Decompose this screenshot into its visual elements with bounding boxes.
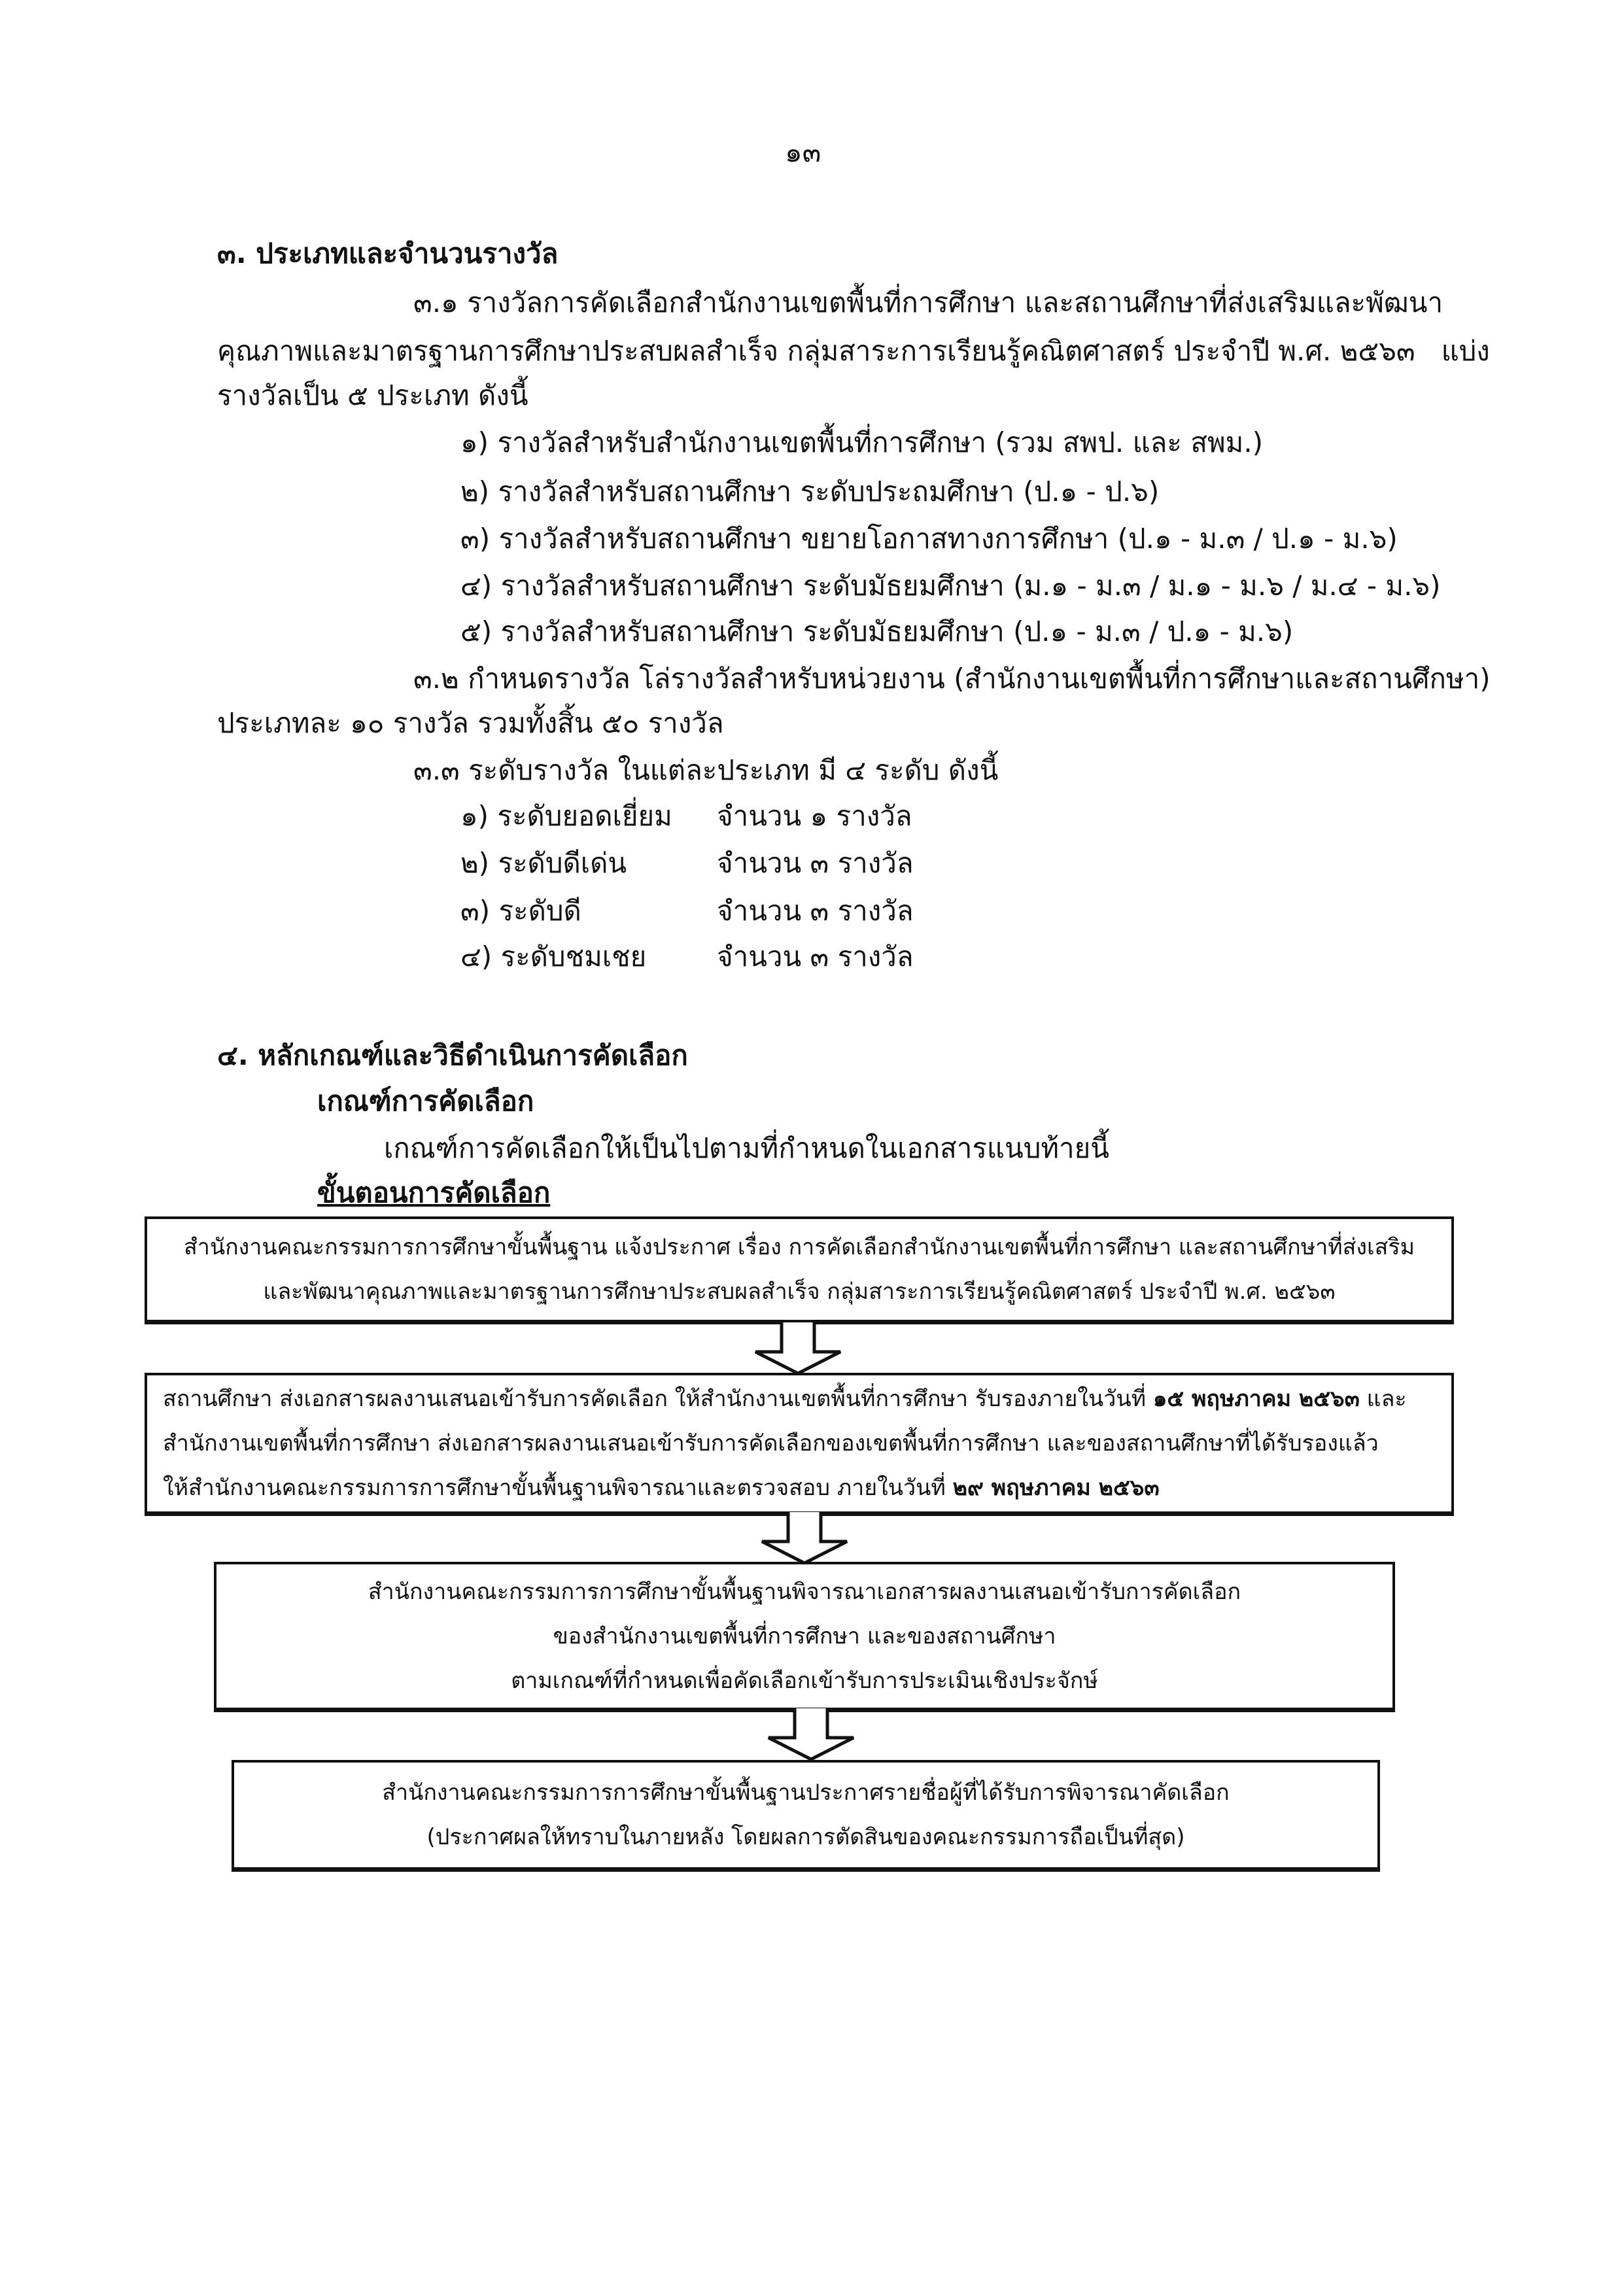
award-level: ๓) ระดับดี (460, 895, 581, 927)
award-level-row (460, 845, 914, 882)
award-level: ๑) ระดับยอดเยี่ยม (460, 800, 672, 832)
down-arrow-icon (752, 1322, 844, 1375)
award-level-row (460, 798, 912, 835)
award-level-row (460, 893, 914, 929)
award-type-item: ๒) รางวัลสำหรับสถานศึกษา ระดับประถมศึกษา (ป.๑ - ป.๖) (460, 475, 1160, 508)
award-level-row (460, 939, 914, 975)
flow-step-line: (ประกาศผลให้ทราบในภายหลัง โดยผลการตัดสินของคณะกรรมการถือเป็นที่สุด) (426, 1824, 1185, 1850)
flow-step-1 (145, 1216, 1454, 1324)
award-type-item: ๕) รางวัลสำหรับสถานศึกษา ระดับมัธยมศึกษา (ป.๑ - ม.๓ / ป.๑ - ม.๖) (460, 615, 1294, 647)
flow-step-line: และพัฒนาคุณภาพและมาตรฐานการศึกษาประสบผลสำเร็จ กลุ่มสาระการเรียนรู้คณิตศาสตร์ ประจำปี พ.ศ. ๒๕๖๓ (263, 1279, 1336, 1305)
page-number: ๑๓ (785, 136, 821, 168)
award-level: ๔) ระดับชมเชย (460, 940, 647, 973)
flow-step-line: สำนักงานเขตพื้นที่การศึกษา ส่งเอกสารผลงานเสนอเข้ารับการคัดเลือกของเขตพื้นที่การศึกษา และของสถานศึกษาที่ได้รับรองแล้ว (163, 1430, 1379, 1456)
award-level-count: จำนวน ๓ รางวัล (717, 847, 914, 879)
paragraph-3-1-line: ๓.๑ รางวัลการคัดเลือกสำนักงานเขตพื้นที่การศึกษา และสถานศึกษาที่ส่งเสริมและพัฒนา (413, 286, 1443, 319)
flow-step-line: สำนักงานคณะกรรมการการศึกษาขั้นพื้นฐานประกาศรายชื่อผู้ที่ได้รับการพิจารณาคัดเลือก (382, 1780, 1230, 1806)
flow-step-line: สำนักงานคณะกรรมการการศึกษาขั้นพื้นฐาน แจ้งประกาศ เรื่อง การคัดเลือกสำนักงานเขตพื้นที่การศึกษา และสถานศึกษาที่ส่งเสริม (183, 1234, 1415, 1260)
flow-step-line: ตามเกณฑ์ที่กำหนดเพื่อคัดเลือกเข้ารับการประเมินเชิงประจักษ์ (511, 1667, 1098, 1694)
deadline-date: ๑๕ พฤษภาคม ๒๕๖๓ (1152, 1386, 1360, 1412)
paragraph-3-3: ๓.๓ ระดับรางวัล ในแต่ละประเภท มี ๔ ระดับ ดังนี้ (413, 754, 999, 786)
paragraph-3-1-line: รางวัลเป็น ๕ ประเภท ดังนี้ (217, 379, 528, 411)
flow-step-line: ของสำนักงานเขตพื้นที่การศึกษา และของสถานศึกษา (553, 1623, 1056, 1649)
paragraph-3-2-line: ๓.๒ กำหนดรางวัล โล่รางวัลสำหรับหน่วยงาน (สำนักงานเขตพื้นที่การศึกษาและสถานศึกษา) (413, 663, 1491, 695)
flow-step-4 (232, 1760, 1380, 1872)
award-level-count: จำนวน ๓ รางวัล (717, 940, 914, 973)
criteria-heading: เกณฑ์การคัดเลือก (317, 1085, 534, 1117)
paragraph-3-2-line: ประเภทละ ๑๐ รางวัล รวมทั้งสิ้น ๕๐ รางวัล (217, 707, 724, 739)
flow-step-line: ให้สำนักงานคณะกรรมการการศึกษาขั้นพื้นฐานพิจารณาและตรวจสอบ ภายในวันที่ ๒๙ พฤษภาคม ๒๕๖๓ (163, 1475, 1160, 1501)
deadline-date: ๒๙ พฤษภาคม ๒๕๖๓ (952, 1475, 1160, 1501)
flow-step-3 (214, 1562, 1395, 1712)
award-level-count: จำนวน ๓ รางวัล (717, 895, 914, 927)
award-level: ๒) ระดับดีเด่น (460, 847, 627, 879)
award-type-item: ๔) รางวัลสำหรับสถานศึกษา ระดับมัธยมศึกษา (ม.๑ - ม.๓ / ม.๑ - ม.๖ / ม.๔ - ม.๖) (460, 570, 1441, 602)
section-4-heading: ๔. หลักเกณฑ์และวิธีดำเนินการคัดเลือก (217, 1039, 688, 1071)
paragraph-3-1-line: คุณภาพและมาตรฐานการศึกษาประสบผลสำเร็จ กลุ่มสาระการเรียนรู้คณิตศาสตร์ ประจำปี พ.ศ. ๒๕๖๓ (217, 335, 1415, 367)
award-level-count: จำนวน ๑ รางวัล (717, 800, 912, 832)
paragraph-3-1-row (217, 333, 1490, 370)
down-arrow-icon (759, 1512, 850, 1564)
flow-step-2 (145, 1373, 1454, 1516)
flow-step-line: สำนักงานคณะกรรมการการศึกษาขั้นพื้นฐานพิจารณาเอกสารผลงานเสนอเข้ารับการคัดเลือก (368, 1578, 1241, 1605)
award-type-item: ๑) รางวัลสำหรับสำนักงานเขตพื้นที่การศึกษา (รวม สพป. และ สพม.) (460, 426, 1264, 458)
criteria-text: เกณฑ์การคัดเลือกให้เป็นไปตามที่กำหนดในเอกสารแนบท้ายนี้ (384, 1132, 1109, 1164)
down-arrow-icon (765, 1708, 857, 1761)
paragraph-3-1-line: แบ่ง (1441, 335, 1490, 367)
section-3-heading: ๓. ประเภทและจำนวนรางวัล (217, 237, 559, 269)
steps-heading: ขั้นตอนการคัดเลือก (317, 1177, 551, 1209)
flow-step-line: สถานศึกษา ส่งเอกสารผลงานเสนอเข้ารับการคัดเลือก ให้สำนักงานเขตพื้นที่การศึกษา รับรองภายในวันที่ ๑๕ พฤษภาคม ๒๕๖๓ และ (163, 1386, 1407, 1412)
award-type-item: ๓) รางวัลสำหรับสถานศึกษา ขยายโอกาสทางการศึกษา (ป.๑ - ม.๓ / ป.๑ - ม.๖) (460, 523, 1398, 555)
